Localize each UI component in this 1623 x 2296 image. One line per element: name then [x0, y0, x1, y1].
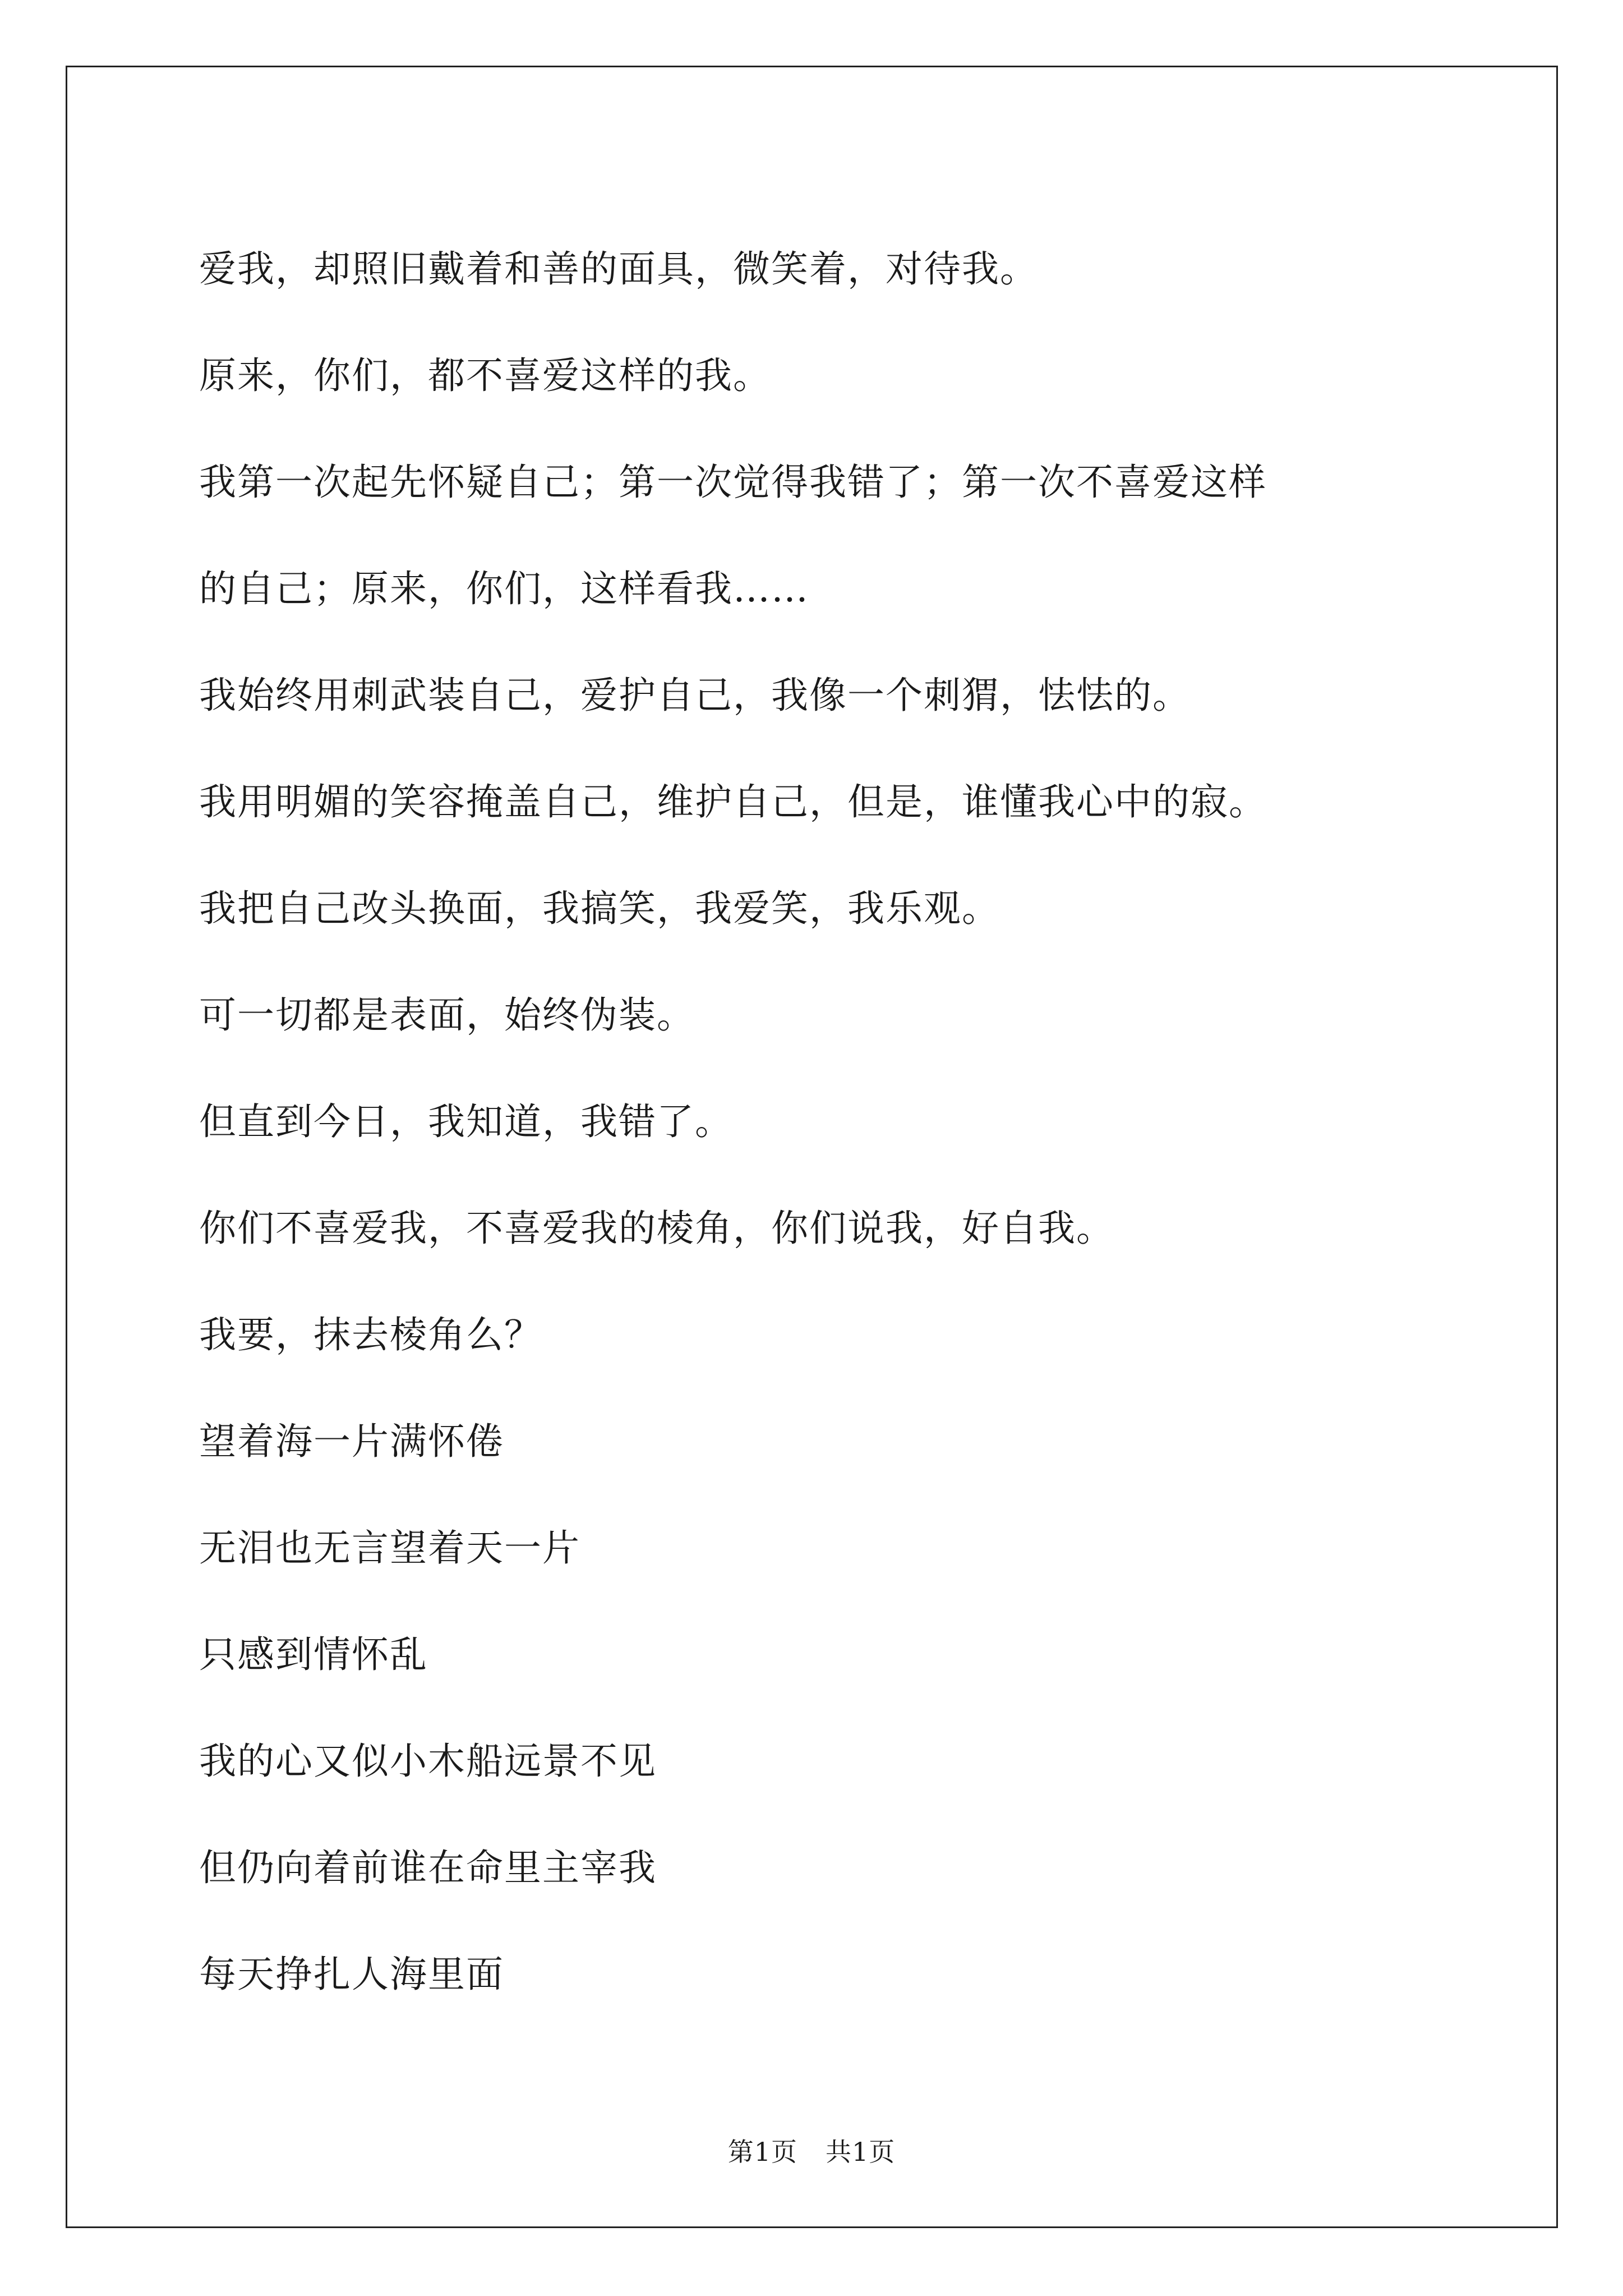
text-line-9: 但直到今日，我知道，我错了。	[199, 1100, 733, 1143]
text-line-15: 我的心又似小木船远景不见	[199, 1740, 657, 1783]
text-line-14: 只感到情怀乱	[199, 1633, 428, 1676]
text-line-17: 每天挣扎人海里面	[199, 1953, 504, 1996]
text-line-4: 的自己；原来，你们，这样看我……	[199, 567, 809, 610]
text-line-16: 但仍向着前谁在命里主宰我	[199, 1846, 657, 1889]
text-line-12: 望着海一片满怀倦	[199, 1420, 504, 1463]
text-line-5: 我始终用刺武装自己，爱护自己，我像一个刺猬，怯怯的。	[199, 674, 1191, 717]
text-line-3: 我第一次起先怀疑自己；第一次觉得我错了；第一次不喜爱这样	[199, 461, 1267, 504]
page-number-total: 共1页	[826, 2137, 896, 2167]
text-line-11: 我要，抹去棱角么？	[199, 1313, 542, 1356]
text-line-6: 我用明媚的笑容掩盖自己，维护自己，但是，谁懂我心中的寂。	[199, 780, 1267, 823]
text-line-1: 爱我，却照旧戴着和善的面具，微笑着，对待我。	[199, 247, 1038, 291]
page-number-current: 第1页	[727, 2137, 797, 2167]
text-line-2: 原来，你们，都不喜爱这样的我。	[199, 354, 771, 397]
document-body	[199, 216, 1433, 2028]
text-line-13: 无泪也无言望着天一片	[199, 1526, 580, 1570]
page-footer	[0, 2132, 1623, 2169]
text-line-7: 我把自己改头换面，我搞笑，我爱笑，我乐观。	[199, 887, 1000, 930]
text-line-10: 你们不喜爱我，不喜爱我的棱角，你们说我，好自我。	[199, 1207, 1114, 1250]
text-line-8: 可一切都是表面，始终伪装。	[199, 993, 695, 1037]
